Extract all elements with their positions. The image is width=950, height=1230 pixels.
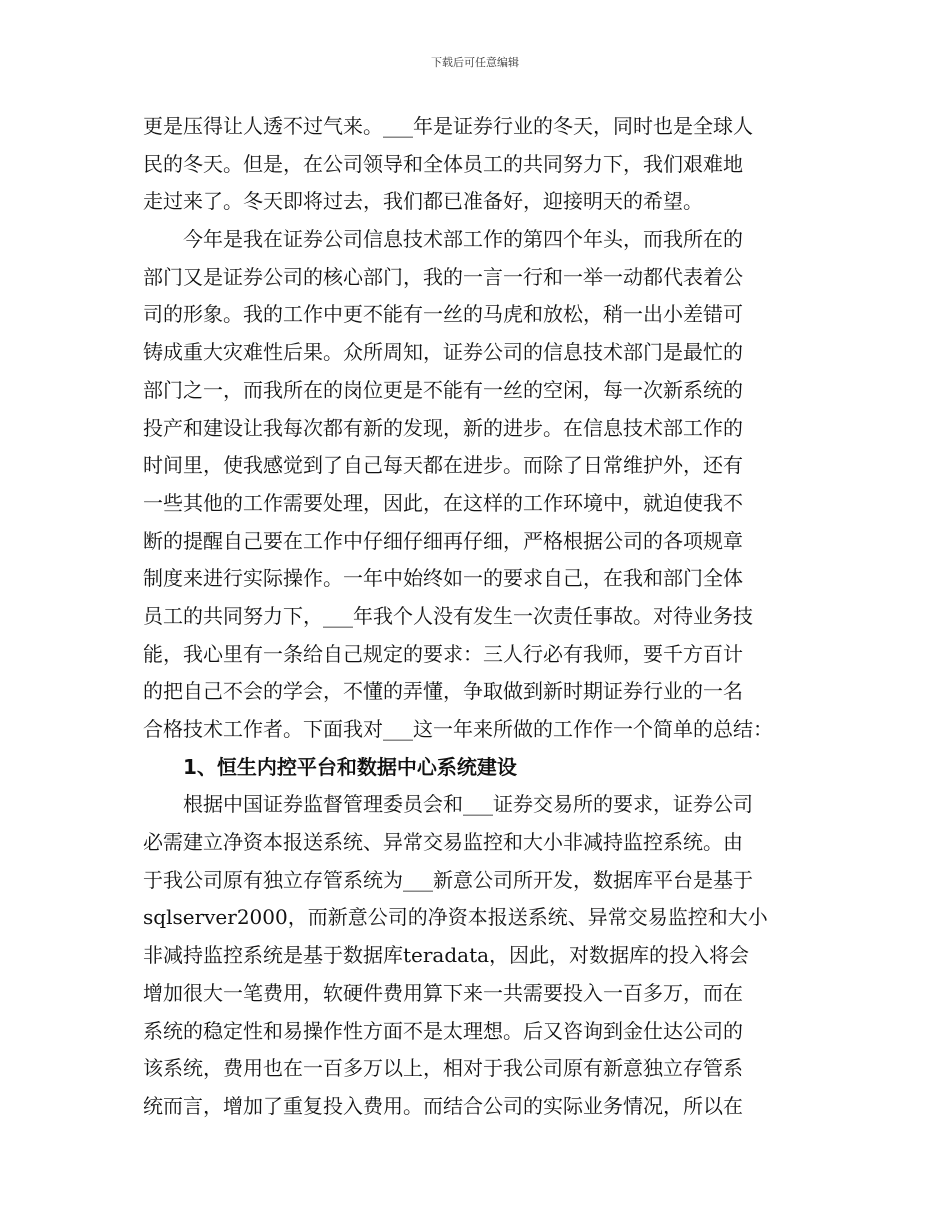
text-line: 的把自己不会的学会，不懂的弄懂，争取做到新时期证券行业的一名 <box>143 679 743 704</box>
text-line: 根据中国证券监督管理委员会和___证券交易所的要求，证券公司 <box>183 792 753 817</box>
text-line: 非减持监控系统是基于数据库teradata，因此，对数据库的投入将会 <box>143 943 750 968</box>
text-line: 部门之一，而我所在的岗位更是不能有一丝的空闲，每一次新系统的 <box>143 377 743 402</box>
header-note: 下载后可任意编辑 <box>431 56 519 69</box>
text-line: 系统的稳定性和易操作性方面不是太理想。后又咨询到金仕达公司的 <box>143 1018 743 1043</box>
paragraph <box>143 221 813 749</box>
text-line: 部门又是证券公司的核心部门，我的一言一行和一举一动都代表着公 <box>143 264 743 289</box>
text-line: 制度来进行实际操作。一年中始终如一的要求自己，在我和部门全体 <box>143 566 743 591</box>
text-line: 统而言，增加了重复投入费用。而结合公司的实际业务情况，所以在 <box>143 1093 743 1118</box>
text-line: 增加很大一笔费用，软硬件费用算下来一共需要投入一百多万，而在 <box>143 980 743 1005</box>
text-line: 合格技术工作者。下面我对___这一年来所做的工作作一个简单的总结： <box>143 717 773 741</box>
text-line: 一些其他的工作需要处理，因此，在这样的工作环境中，就迫使我不 <box>143 490 743 515</box>
text-line: 更是压得让人透不过气来。___年是证券行业的冬天，同时也是全球人 <box>143 114 753 138</box>
text-line: 民的冬天。但是，在公司领导和全体员工的共同努力下，我们艰难地 <box>143 151 743 176</box>
text-line: 铸成重大灾难性后果。众所周知，证券公司的信息技术部门是最忙的 <box>143 340 743 365</box>
text-line: 投产和建设让我每次都有新的发现，新的进步。在信息技术部工作的 <box>143 415 743 440</box>
document-body <box>143 108 813 1126</box>
text-line: 司的形象。我的工作中更不能有一丝的马虎和放松，稍一出小差错可 <box>143 302 743 327</box>
text-line: sqlserver2000，而新意公司的净资本报送系统、异常交易监控和大小 <box>143 905 768 930</box>
text-line: 员工的共同努力下，___年我个人没有发生一次责任事故。对待业务技 <box>143 603 753 628</box>
text-line: 必需建立净资本报送系统、异常交易监控和大小非减持监控系统。由 <box>143 830 743 855</box>
text-line: 1、恒生内控平台和数据中心系统建设 <box>183 754 517 779</box>
text-line: 于我公司原有独立存管系统为___新意公司所开发，数据库平台是基于 <box>143 867 753 892</box>
section-heading <box>143 749 813 787</box>
text-line: 走过来了。冬天即将过去，我们都已准备好，迎接明天的希望。 <box>143 189 703 214</box>
text-line: 时间里，使我感觉到了自己每天都在进步。而除了日常维护外，还有 <box>143 453 743 478</box>
paragraph <box>143 786 813 1125</box>
text-line: 该系统，费用也在一百多万以上，相对于我公司原有新意独立存管系 <box>143 1056 743 1081</box>
paragraph <box>143 108 813 221</box>
text-line: 断的提醒自己要在工作中仔细仔细再仔细，严格根据公司的各项规章 <box>143 528 743 553</box>
text-line: 能，我心里有一条给自己规定的要求：三人行必有我师，要千方百计 <box>143 641 743 666</box>
text-line: 今年是我在证券公司信息技术部工作的第四个年头，而我所在的 <box>183 227 743 252</box>
